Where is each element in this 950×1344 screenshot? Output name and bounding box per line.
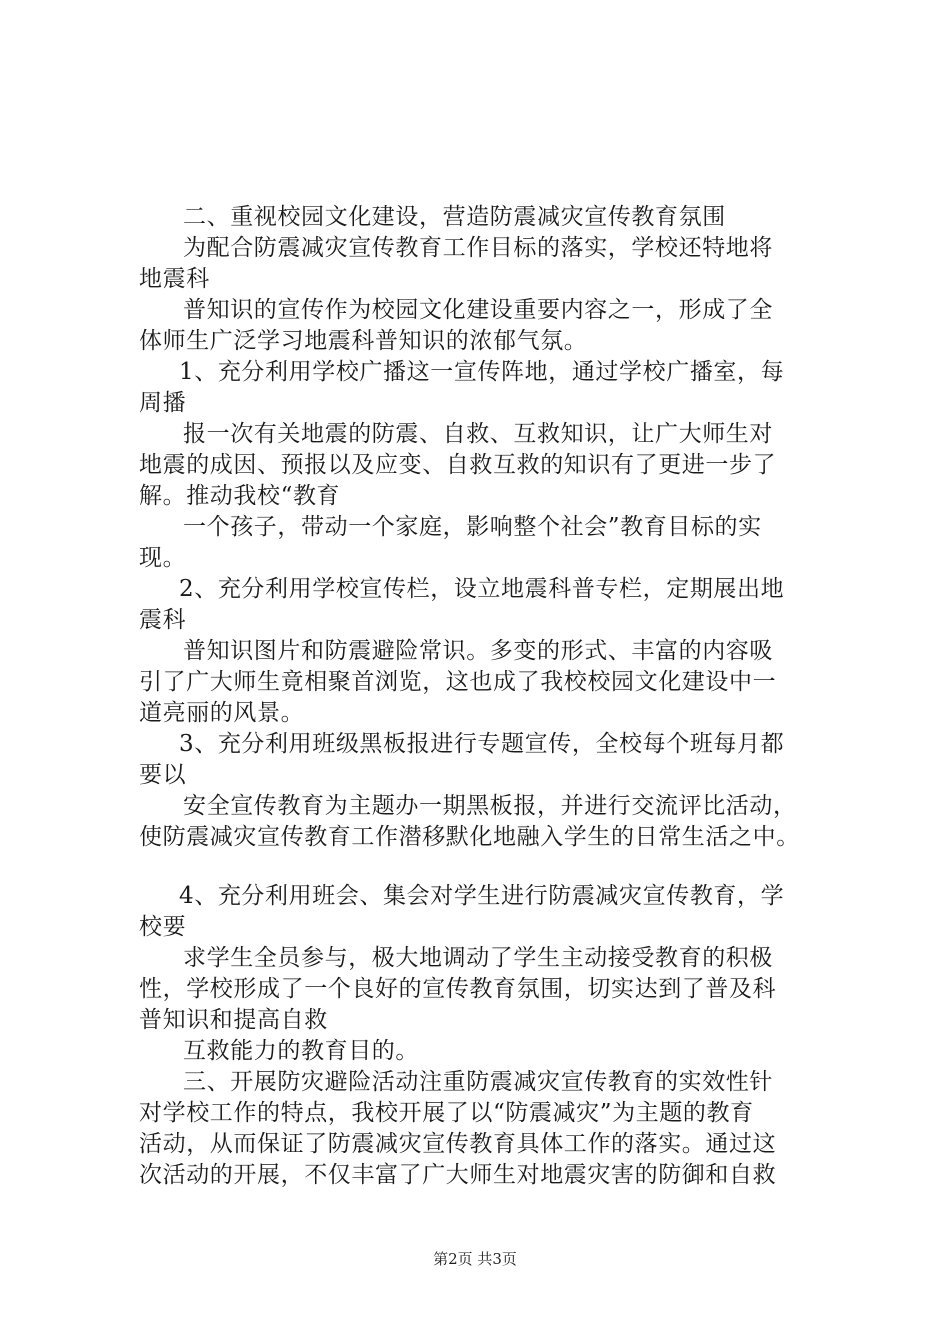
text-line: 普知识的宣传作为校园文化建设重要内容之一，形成了全 [183,297,773,323]
text-line: 对学校工作的特点，我校开展了以“防震减灾”为主题的教育 [139,1100,754,1126]
text-line: 使防震减灾宣传教育工作潜移默化地融入学生的日常生活之中。 [139,824,800,850]
text-line: 现。 [139,545,187,571]
text-line: 3、充分利用班级黑板报进行专题宣传，全校每个班每月都 [179,731,785,757]
text-line: 三、开展防灾避险活动注重防震减灾宣传教育的实效性针 [183,1069,773,1095]
text-line: 求学生全员参与，极大地调动了学生主动接受教育的积极 [183,945,773,971]
text-line: 二、重视校园文化建设，营造防震减灾宣传教育氛围 [183,204,726,230]
text-line: 周播 [139,390,187,416]
text-line: 解。推动我校“教育 [139,483,341,509]
text-line: 互救能力的教育目的。 [183,1038,419,1064]
text-line: 为配合防震减灾宣传教育工作目标的落实，学校还特地将 [183,235,773,261]
paragraph-gap [139,853,839,881]
text-line: 道亮丽的风景。 [139,700,305,726]
text-line: 4、充分利用班会、集会对学生进行防震减灾宣传教育，学 [179,883,785,909]
text-line: 次活动的开展，不仅丰富了广大师生对地震灾害的防御和自救 [139,1162,777,1188]
text-line: 普知识图片和防震避险常识。多变的形式、丰富的内容吸 [183,638,773,664]
text-line: 性，学校形成了一个良好的宣传教育氛围，切实达到了普及科 [139,976,777,1002]
text-line: 校要 [139,914,187,940]
text-line: 安全宣传教育为主题办一期黑板报，并进行交流评比活动， [183,793,797,819]
page-footer: 第2页 共3页 [433,1250,517,1268]
text-line: 普知识和提高自救 [139,1007,328,1033]
text-line: 要以 [139,762,187,788]
text-line: 活动，从而保证了防震减灾宣传教育具体工作的落实。通过这 [139,1131,777,1157]
text-line: 地震的成因、预报以及应变、自救互救的知识有了更进一步了 [139,452,777,478]
text-line: 报一次有关地震的防震、自救、互救知识，让广大师生对 [183,421,773,447]
text-line: 2、充分利用学校宣传栏，设立地震科普专栏，定期展出地 [179,576,785,602]
text-line: 1、充分利用学校广播这一宣传阵地，通过学校广播室，每 [179,359,785,385]
text-line: 引了广大师生竟相聚首浏览，这也成了我校校园文化建设中一 [139,669,777,695]
text-line: 震科 [139,607,187,633]
text-line: 地震科 [139,266,210,292]
text-line: 体师生广泛学习地震科普知识的浓郁气氛。 [139,328,588,354]
text-line: 一个孩子，带动一个家庭，影响整个社会”教育目标的实 [183,514,762,540]
document-body [139,202,839,1191]
